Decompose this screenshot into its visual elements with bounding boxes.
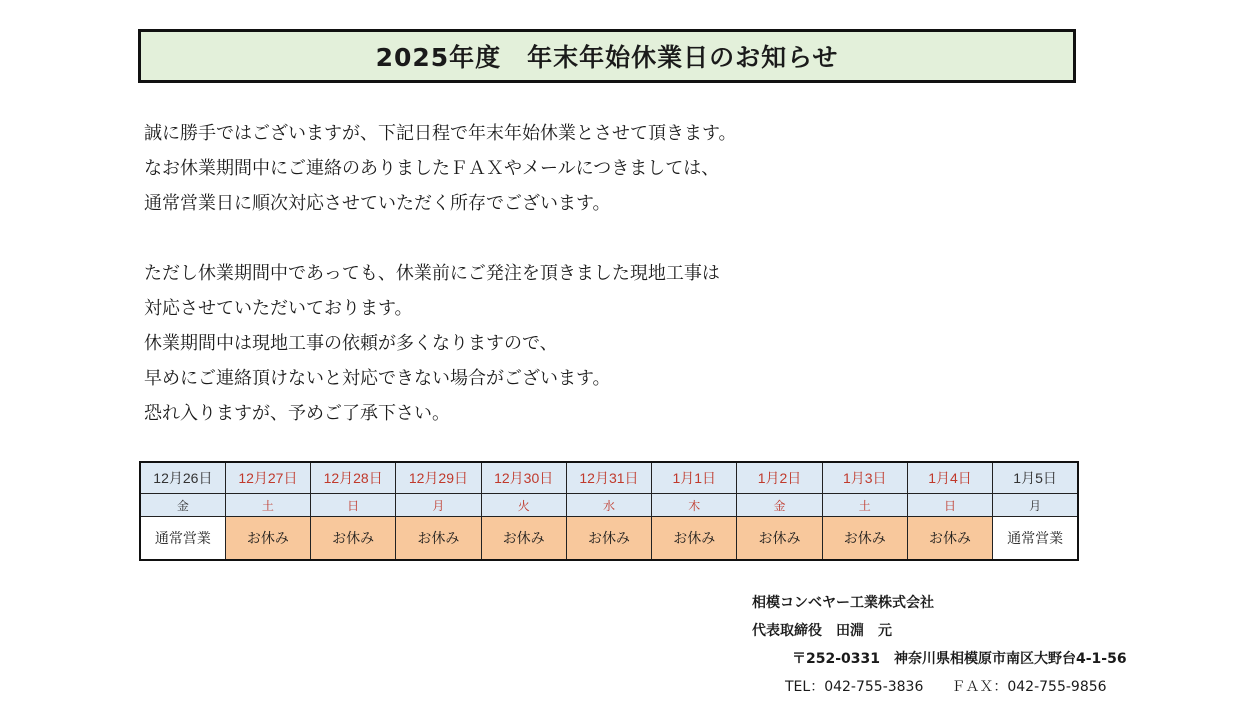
body-line: ただし休業期間中であっても、休業前にご発注を頂きました現地工事は [144, 263, 720, 284]
date-cell: 12月28日 [311, 462, 396, 494]
notice-title-box [138, 29, 1076, 83]
weekday-cell: 土 [225, 494, 310, 517]
status-cell-closed: お休み [481, 517, 566, 561]
body-line: なお休業期間中にご連絡のありましたＦＡＸやメールにつきましては、 [144, 158, 720, 179]
status-cell-closed: お休み [652, 517, 737, 561]
date-cell: 12月31日 [566, 462, 651, 494]
date-cell: 1月4日 [907, 462, 992, 494]
body-line: 休業期間中は現地工事の依頼が多くなりますので、 [144, 333, 558, 354]
status-cell-open: 通常営業 [993, 517, 1078, 561]
weekday-cell: 金 [737, 494, 822, 517]
weekday-cell: 月 [396, 494, 481, 517]
body-line: 対応させていただいております。 [144, 298, 413, 319]
calendar-date-row [140, 462, 1078, 494]
body-line: 通常営業日に順次対応させていただく所存でございます。 [144, 193, 611, 214]
weekday-cell: 日 [311, 494, 396, 517]
date-cell: 1月2日 [737, 462, 822, 494]
weekday-cell: 土 [822, 494, 907, 517]
weekday-cell: 水 [566, 494, 651, 517]
weekday-cell: 日 [907, 494, 992, 517]
date-cell: 12月30日 [481, 462, 566, 494]
status-cell-closed: お休み [907, 517, 992, 561]
date-cell: 1月5日 [993, 462, 1078, 494]
holiday-calendar-table [139, 461, 1079, 561]
weekday-cell: 月 [993, 494, 1078, 517]
paragraph-gap [144, 221, 1044, 256]
status-cell-closed: お休み [566, 517, 651, 561]
date-cell: 1月1日 [652, 462, 737, 494]
representative-name: 代表取締役 田淵 元 [752, 623, 892, 639]
date-cell: 12月29日 [396, 462, 481, 494]
body-line: 恐れ入りますが、予めご了承下さい。 [144, 403, 450, 424]
status-cell-closed: お休み [225, 517, 310, 561]
body-line: 誠に勝手ではございますが、下記日程で年末年始休業とさせて頂きます。 [144, 123, 737, 144]
date-cell: 1月3日 [822, 462, 907, 494]
notice-body [144, 116, 1044, 431]
status-cell-closed: お休み [311, 517, 396, 561]
date-cell: 12月26日 [140, 462, 225, 494]
weekday-cell: 木 [652, 494, 737, 517]
status-cell-closed: お休み [737, 517, 822, 561]
status-cell-closed: お休み [822, 517, 907, 561]
company-name: 相模コンベヤー工業株式会社 [752, 595, 934, 611]
notice-title: 2025年度 年末年始休業日のお知らせ [375, 43, 839, 72]
calendar-status-row [140, 517, 1078, 561]
status-cell-closed: お休み [396, 517, 481, 561]
company-address: 〒252-0331 神奈川県相模原市南区大野台4-1-56 [792, 651, 1127, 667]
calendar-weekday-row [140, 494, 1078, 517]
weekday-cell: 火 [481, 494, 566, 517]
body-line: 早めにご連絡頂けないと対応できない場合がございます。 [144, 368, 611, 389]
date-cell: 12月27日 [225, 462, 310, 494]
status-cell-open: 通常営業 [140, 517, 225, 561]
contact-numbers: TEL：042-755-3836 ＦＡＸ：042-755-9856 [785, 679, 1107, 695]
weekday-cell: 金 [140, 494, 225, 517]
